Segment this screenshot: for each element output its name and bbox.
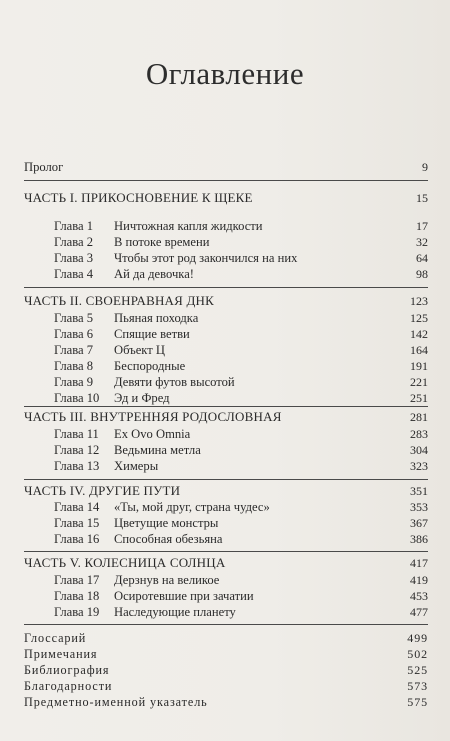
page-number: 499 bbox=[407, 631, 428, 645]
divider bbox=[24, 287, 428, 288]
part-label: ЧАСТЬ II. СВОЕНРАВНАЯ ДНК bbox=[24, 293, 214, 308]
chapter-title: Беспородные bbox=[114, 359, 186, 373]
page-number: 281 bbox=[410, 410, 428, 424]
chapter-title: Дерзнув на великое bbox=[114, 573, 220, 587]
toc-entry-acknowledgements bbox=[24, 678, 428, 694]
chapter-title: Спящие ветви bbox=[114, 327, 190, 341]
divider bbox=[24, 624, 428, 625]
toc-chapter bbox=[24, 604, 428, 620]
toc-entry-bibliography bbox=[24, 662, 428, 678]
toc-chapter bbox=[24, 458, 428, 474]
page-number: 142 bbox=[410, 327, 428, 341]
chapter-number: Глава 5 bbox=[54, 311, 94, 325]
part-label: ЧАСТЬ V. КОЛЕСНИЦА СОЛНЦА bbox=[24, 555, 226, 570]
chapter-number: Глава 6 bbox=[54, 327, 94, 341]
page-number: 323 bbox=[410, 459, 428, 473]
chapter-title: Наследующие планету bbox=[114, 605, 236, 619]
page-number: 98 bbox=[416, 267, 428, 281]
chapter-title: Ай да девочка! bbox=[114, 267, 195, 281]
toc-part-3 bbox=[24, 409, 428, 425]
chapter-number: Глава 4 bbox=[54, 267, 94, 281]
chapter-title: Способная обезьяна bbox=[114, 532, 223, 546]
chapter-number: Глава 17 bbox=[54, 573, 100, 587]
part-label: ЧАСТЬ III. ВНУТРЕННЯЯ РОДОСЛОВНАЯ bbox=[24, 409, 282, 424]
chapter-title: В потоке времени bbox=[114, 235, 210, 249]
toc-part-5 bbox=[24, 555, 428, 571]
page-number: 575 bbox=[407, 695, 428, 709]
chapter-title: Ведьмина метла bbox=[114, 443, 201, 457]
chapter-title: Ничтожная капля жидкости bbox=[114, 219, 263, 233]
page-number: 351 bbox=[410, 484, 428, 498]
chapter-number: Глава 15 bbox=[54, 516, 100, 530]
chapter-number: Глава 16 bbox=[54, 532, 100, 546]
toc-chapter bbox=[24, 588, 428, 604]
chapter-number: Глава 13 bbox=[54, 459, 100, 473]
page-number: 164 bbox=[410, 343, 428, 357]
chapter-title: Эд и Фред bbox=[114, 391, 170, 405]
page-number: 477 bbox=[410, 605, 428, 619]
page-number: 32 bbox=[416, 235, 428, 249]
page-number: 419 bbox=[410, 573, 428, 587]
toc-chapter bbox=[24, 358, 428, 374]
divider bbox=[24, 479, 428, 480]
chapter-number: Глава 12 bbox=[54, 443, 100, 457]
toc-chapter bbox=[24, 326, 428, 342]
entry-label: Примечания bbox=[24, 647, 98, 661]
page-number: 221 bbox=[410, 375, 428, 389]
page-number: 15 bbox=[416, 191, 428, 205]
chapter-title: Объект Ц bbox=[114, 343, 165, 357]
page-number: 251 bbox=[410, 391, 428, 405]
chapter-number: Глава 18 bbox=[54, 589, 100, 603]
page-number: 125 bbox=[410, 311, 428, 325]
toc-chapter bbox=[24, 266, 428, 282]
toc-entry-prologue bbox=[24, 159, 428, 175]
toc-chapter bbox=[24, 234, 428, 250]
chapter-title: Цветущие монстры bbox=[114, 516, 219, 530]
toc-entry-index bbox=[24, 694, 428, 710]
page-number: 573 bbox=[407, 679, 428, 693]
entry-label: Пролог bbox=[24, 160, 64, 174]
toc-chapter bbox=[24, 310, 428, 326]
toc-chapter bbox=[24, 218, 428, 234]
toc-chapter bbox=[24, 515, 428, 531]
chapter-number: Глава 1 bbox=[54, 219, 94, 233]
page-title: Оглавление bbox=[145, 56, 305, 91]
entry-label: Предметно-именной указатель bbox=[24, 695, 208, 709]
chapter-number: Глава 19 bbox=[54, 605, 100, 619]
entry-label: Благодарности bbox=[24, 679, 113, 693]
page-number: 417 bbox=[410, 556, 428, 570]
part-label: ЧАСТЬ I. ПРИКОСНОВЕНИЕ К ЩЕКЕ bbox=[24, 190, 253, 205]
chapter-number: Глава 8 bbox=[54, 359, 94, 373]
chapter-title: «Ты, мой друг, страна чудес» bbox=[114, 500, 270, 514]
toc-part-1 bbox=[24, 190, 428, 206]
page-number: 353 bbox=[410, 500, 428, 514]
chapter-number: Глава 2 bbox=[54, 235, 94, 249]
page-number: 9 bbox=[422, 160, 428, 174]
toc-part-4 bbox=[24, 483, 428, 499]
part-label: ЧАСТЬ IV. ДРУГИЕ ПУТИ bbox=[24, 483, 181, 498]
toc-chapter bbox=[24, 572, 428, 588]
entry-label: Глоссарий bbox=[24, 631, 87, 645]
toc-chapter bbox=[24, 499, 428, 515]
chapter-number: Глава 14 bbox=[54, 500, 100, 514]
entry-label: Библиография bbox=[24, 663, 110, 677]
page-number: 502 bbox=[407, 647, 428, 661]
page-number: 386 bbox=[410, 532, 428, 546]
chapter-title: Осиротевшие при зачатии bbox=[114, 589, 254, 603]
toc-chapter bbox=[24, 390, 428, 406]
toc-entry-notes bbox=[24, 646, 428, 662]
chapter-title: Ex Ovo Omnia bbox=[114, 427, 191, 441]
divider bbox=[24, 551, 428, 552]
toc-chapter bbox=[24, 250, 428, 266]
divider bbox=[24, 180, 428, 181]
page-number: 367 bbox=[410, 516, 428, 530]
chapter-number: Глава 11 bbox=[54, 427, 99, 441]
divider bbox=[24, 406, 428, 407]
page-number: 64 bbox=[416, 251, 428, 265]
page-number: 191 bbox=[410, 359, 428, 373]
chapter-number: Глава 3 bbox=[54, 251, 94, 265]
chapter-title: Чтобы этот род закончился на них bbox=[114, 251, 298, 265]
chapter-title: Химеры bbox=[114, 459, 159, 473]
toc-chapter bbox=[24, 426, 428, 442]
chapter-title: Девяти футов высотой bbox=[114, 375, 235, 389]
page-number: 304 bbox=[410, 443, 428, 457]
toc-entry-glossary bbox=[24, 630, 428, 646]
toc-part-2 bbox=[24, 293, 428, 309]
page-number: 525 bbox=[407, 663, 428, 677]
page-number: 17 bbox=[416, 219, 428, 233]
chapter-number: Глава 10 bbox=[54, 391, 100, 405]
page-number: 453 bbox=[410, 589, 428, 603]
chapter-title: Пьяная походка bbox=[114, 311, 199, 325]
chapter-number: Глава 7 bbox=[54, 343, 94, 357]
toc-chapter bbox=[24, 374, 428, 390]
page-number: 283 bbox=[410, 427, 428, 441]
toc-chapter bbox=[24, 531, 428, 547]
toc-chapter bbox=[24, 442, 428, 458]
page-number: 123 bbox=[410, 294, 428, 308]
toc-chapter bbox=[24, 342, 428, 358]
chapter-number: Глава 9 bbox=[54, 375, 94, 389]
